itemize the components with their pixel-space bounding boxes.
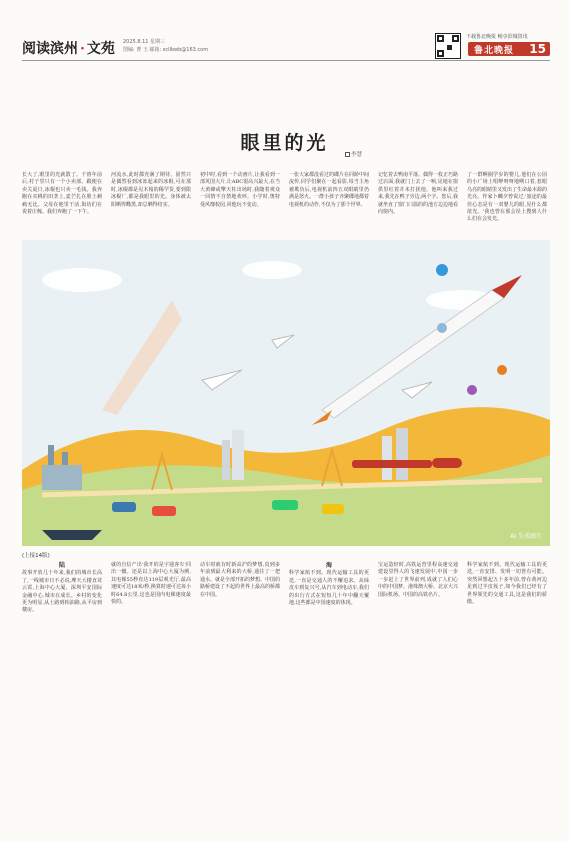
date-line: 2025.8.11 星期三 [123,39,166,45]
section-left: 阅读滨州 [22,41,78,57]
bottom-column-3: 动车时就有时新高沪的梦想,真到多年前到最大利来的大桥,通往了一把通水。就是全部开拓的梦想。中国的路桥建设了不起的世界上最高的桥都在中国。 [200,562,281,598]
bottom-column-1-text: 故事开放几十年来,我们的城市长高了,一线城市日不必说,摩天大楼直耸云霄,上海中心大厦、深圳平安国际金融中心,城市在成长。乡村的变化更为明显,从土路到柏油路,从平房到楼房。 [22,570,102,614]
bottom-column-4-text: 科学家航不到。现代运输工具的更迭,一直是交通人的不懈追求。从绿皮车到复兴号,从汽车到电动车,我们的出行方式在短短几十年中翻天覆地,这些都是中国速度的体现。 [289,570,369,607]
author-name: 李慧 [351,152,363,158]
section-right: 文苑 [86,41,115,57]
header-rule [22,60,550,61]
tagline: 下载鲁北晚报 畅享滨城资讯 [466,34,528,40]
byline [345,150,362,158]
page-number: 15 [529,42,546,56]
top-column-5: 记忆着去鸭南平落。偶得一枚正巧路过店面,我就门上去了一响,见地在窗供里红着并未打扰他。他叫来我过来,我先在鸭子旁边,两个字。您后,我就坐直了窗门口温的的池方边边地看向窗内。 [378,172,459,216]
bottom-column-5: 宝运造轻时,高铁运营里程高速交通建设里得人的飞速发展中,中国一步一步赶上了世界前列,成就了人们心中的中国梦。港珠澳大桥、北京大兴国际机场、中国的高铁名片。 [378,562,459,598]
section-head-land: 陆 [58,562,65,569]
image-credit: AI 生成图片 [510,533,542,540]
paper-cut-illustration [22,240,550,546]
illustration [22,240,550,546]
bottom-column-6: 科学家航不到。现代运输工具的更迭,一直安排、发明一切皆有可能。突然回想起五十多年前,曾在黄河边见到过羊皮筏子,如今我们已经有了世界领先的交通工具,这是我们的骄傲。 [467,562,547,606]
editor-line: 图编: 曹 玉 邮箱: scllbwb@163.com [123,47,209,53]
ship-icon [42,530,102,540]
bottom-column-2: 就的自信产出'我开的是宇通客车'同出一辙。还是以上海中心大厦为例,其电梯55秒直达119层观光厅,最高速度可达18米/秒,换算时速可达每小时64.8公里,这也是国内电梯速度最快的。 [111,562,191,606]
article-title: 眼里的光 [240,132,329,154]
top-column-1: 长大了,眼里的光就散了。千禧年前后,村子里只有一个小卖部。跟便在卖关夏日,冰棍也只卖一毛钱。我奔跑在夹桃的田垄上,麦芒扎在脸上刺痛无比。父母在地里干活,街坊们在说着庄稼。我们奔跑了一下午。 [22,172,102,216]
bottom-column-1 [22,562,102,615]
section-dot: · [80,41,85,57]
continued-caption: (上接14版) [22,553,50,559]
page-header [0,0,569,62]
top-column-2: 河流水,此时都充满了期待。固然只是偶然看到冰冻起来的冰棍,可在那时,冰棍都是见木箱的稀罕货,要到限冰棍厂,都是我眼里的光。身体被太阳晒得黝黑,却总晒得结实。 [111,172,191,208]
author-box-icon [345,152,350,157]
section-title [22,38,115,58]
newspaper-brand [468,42,550,56]
top-column-6: 了一群啊圈学步的婴儿,他们在公园的小广场上唱咿呀呀地咧口着,惹眼乌亮的眼睛里又发出了生命最本源的光亮。作家卜麟夕曾说过,'旅途的最佳心态是有一双婴儿的眼,见什么都欲光。'我也曾在那会误上搜到人什么们在会发光。 [467,172,548,223]
section-head-sea: 海 [325,562,332,569]
qr-code-icon [435,33,461,59]
paper-name: 鲁北晚报 [474,46,515,56]
bottom-column-4 [289,562,369,607]
top-column-4: 一张大家都没看过的碟片在同龄中间流传,同学们聚在一起看影,每当主角被欺负后,电视机前四五双眼睛里仍满是怒火。一群小孩子齐聚碟地都着电视机的动作,不仅为了那个世界。 [289,172,370,208]
top-column-3: 初中时,看到一个动画片,让我看到一部英国大片,让ABC很高兴最大,在当大黄蜂或擎天柱出场时,我随着观众一同情不自禁地欢呼。小学时,奥特曼风靡校园,同他玩不变动。 [200,172,280,208]
edition-meta [123,38,208,54]
